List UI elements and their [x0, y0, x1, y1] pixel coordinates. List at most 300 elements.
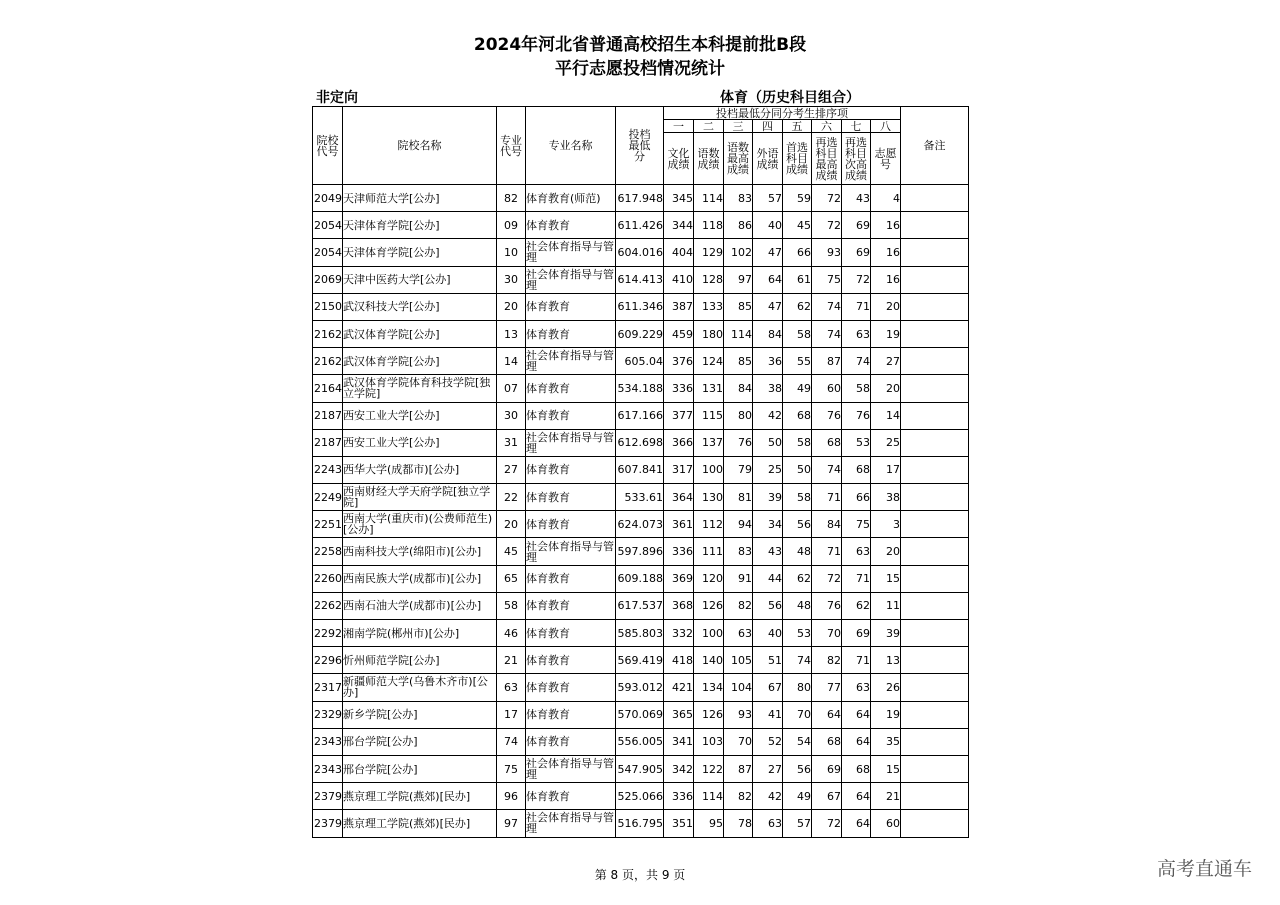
school-name-cell: 西安工业大学[公办] — [343, 429, 497, 456]
second-subject-next-cell: 68 — [842, 755, 871, 782]
table-row — [313, 511, 969, 538]
chinese-math-score-cell: 103 — [694, 728, 724, 755]
school-code-cell: 2054 — [313, 212, 343, 239]
min-score-cell: 612.698 — [616, 429, 664, 456]
remark-cell — [901, 783, 969, 810]
school-code-cell: 2343 — [313, 728, 343, 755]
second-subject-next-cell: 64 — [842, 783, 871, 810]
culture-score-cell: 336 — [664, 538, 694, 565]
major-name-cell: 社会体育指导与管理 — [526, 539, 614, 564]
major-name-cell: 体育教育 — [526, 375, 616, 402]
major-code-cell: 45 — [497, 538, 526, 565]
header-school-code: 院校 代号 — [313, 107, 343, 185]
chinese-math-max-cell: 83 — [724, 538, 753, 565]
min-score-cell: 617.537 — [616, 592, 664, 619]
min-score-cell: 533.61 — [616, 484, 664, 511]
chinese-math-score-cell: 122 — [694, 755, 724, 782]
school-code-cell: 2292 — [313, 620, 343, 647]
culture-score-cell: 345 — [664, 185, 694, 212]
table-row — [313, 429, 969, 456]
major-name-cell: 体育教育 — [526, 320, 616, 347]
remark-cell — [901, 212, 969, 239]
chinese-math-max-cell: 81 — [724, 484, 753, 511]
header-rank-item-4: 外语 成绩 — [753, 133, 783, 185]
second-subject-next-cell: 74 — [842, 348, 871, 375]
header-rank-item-1: 文化 成绩 — [664, 133, 694, 185]
major-name-cell: 体育教育 — [526, 783, 616, 810]
culture-score-cell: 421 — [664, 674, 694, 701]
header-rank-item-7: 再选 科目 次高 成绩 — [842, 133, 871, 185]
chinese-math-score-cell: 180 — [694, 320, 724, 347]
first-subject-cell: 58 — [783, 320, 812, 347]
second-subject-next-cell: 64 — [842, 810, 871, 837]
major-name-cell: 社会体育指导与管理 — [526, 267, 614, 292]
table-row — [313, 647, 969, 674]
second-subject-max-cell: 82 — [812, 647, 842, 674]
min-score-cell: 624.073 — [616, 511, 664, 538]
table-row — [313, 755, 969, 782]
second-subject-next-cell: 71 — [842, 647, 871, 674]
min-score-cell: 569.419 — [616, 647, 664, 674]
major-code-cell: 10 — [497, 239, 526, 266]
min-score-cell: 525.066 — [616, 783, 664, 810]
major-code-cell: 63 — [497, 674, 526, 701]
remark-cell — [901, 185, 969, 212]
culture-score-cell: 459 — [664, 320, 694, 347]
second-subject-max-cell: 74 — [812, 456, 842, 483]
foreign-language-cell: 27 — [753, 755, 783, 782]
major-name-cell: 社会体育指导与管理 — [526, 240, 614, 265]
header-remark: 备注 — [901, 107, 969, 185]
culture-score-cell: 344 — [664, 212, 694, 239]
first-subject-cell: 58 — [783, 484, 812, 511]
min-score-cell: 547.905 — [616, 755, 664, 782]
school-name-cell: 西南大学(重庆市)(公费师范生)[公办] — [343, 511, 497, 538]
first-subject-cell: 59 — [783, 185, 812, 212]
culture-score-cell: 332 — [664, 620, 694, 647]
header-rank-5: 五 — [783, 120, 812, 133]
major-name-cell: 体育教育 — [526, 674, 616, 701]
table-row — [313, 375, 969, 402]
chinese-math-max-cell: 94 — [724, 511, 753, 538]
foreign-language-cell: 38 — [753, 375, 783, 402]
chinese-math-score-cell: 134 — [694, 674, 724, 701]
table-row — [313, 620, 969, 647]
subject-group-label: 体育（历史科目组合） — [720, 90, 860, 106]
min-score-cell: 605.04 — [616, 348, 664, 375]
document-subtitle: 平行志愿投档情况统计 — [555, 59, 725, 79]
culture-score-cell: 341 — [664, 728, 694, 755]
second-subject-max-cell: 74 — [812, 293, 842, 320]
school-name-cell: 湘南学院(郴州市)[公办] — [343, 620, 497, 647]
table-row — [313, 783, 969, 810]
header-rank-item-2: 语数 成绩 — [694, 133, 724, 185]
second-subject-next-cell: 58 — [842, 375, 871, 402]
header-rank-item-8: 志愿 号 — [871, 133, 901, 185]
foreign-language-cell: 51 — [753, 647, 783, 674]
wish-number-cell: 20 — [871, 538, 901, 565]
major-code-cell: 20 — [497, 511, 526, 538]
remark-cell — [901, 375, 969, 402]
wish-number-cell: 16 — [871, 266, 901, 293]
table-row — [313, 484, 969, 511]
chinese-math-score-cell: 131 — [694, 375, 724, 402]
foreign-language-cell: 63 — [753, 810, 783, 837]
school-name-cell: 西南民族大学(成都市)[公办] — [343, 565, 497, 592]
culture-score-cell: 351 — [664, 810, 694, 837]
wish-number-cell: 13 — [871, 647, 901, 674]
foreign-language-cell: 40 — [753, 212, 783, 239]
second-subject-max-cell: 93 — [812, 239, 842, 266]
wish-number-cell: 17 — [871, 456, 901, 483]
foreign-language-cell: 39 — [753, 484, 783, 511]
min-score-cell: 570.069 — [616, 701, 664, 728]
first-subject-cell: 56 — [783, 511, 812, 538]
school-name-cell: 天津中医药大学[公办] — [343, 266, 497, 293]
major-name-cell: 社会体育指导与管理 — [526, 349, 614, 374]
first-subject-cell: 48 — [783, 592, 812, 619]
school-name-cell: 新疆师范大学(乌鲁木齐市)[公办] — [343, 674, 497, 701]
header-rank-3: 三 — [724, 120, 753, 133]
table-row — [313, 810, 969, 837]
min-score-cell: 585.803 — [616, 620, 664, 647]
min-score-cell: 604.016 — [616, 239, 664, 266]
second-subject-next-cell: 71 — [842, 293, 871, 320]
major-name-cell: 体育教育 — [526, 402, 616, 429]
remark-cell — [901, 592, 969, 619]
chinese-math-max-cell: 80 — [724, 402, 753, 429]
major-code-cell: 21 — [497, 647, 526, 674]
page-footer: 第 8 页，共 9 页 — [594, 868, 686, 882]
culture-score-cell: 342 — [664, 755, 694, 782]
second-subject-next-cell: 69 — [842, 239, 871, 266]
second-subject-next-cell: 69 — [842, 620, 871, 647]
school-code-cell: 2249 — [313, 484, 343, 511]
major-code-cell: 14 — [497, 348, 526, 375]
second-subject-max-cell: 64 — [812, 701, 842, 728]
header-rank-4: 四 — [753, 120, 783, 133]
foreign-language-cell: 36 — [753, 348, 783, 375]
chinese-math-max-cell: 105 — [724, 647, 753, 674]
major-name-cell: 社会体育指导与管理 — [526, 811, 614, 836]
chinese-math-score-cell: 114 — [694, 185, 724, 212]
major-code-cell: 27 — [497, 456, 526, 483]
school-code-cell: 2379 — [313, 783, 343, 810]
major-name-cell: 体育教育 — [526, 212, 616, 239]
school-name-cell: 天津体育学院[公办] — [343, 239, 497, 266]
table-row — [313, 565, 969, 592]
table-row — [313, 402, 969, 429]
wish-number-cell: 27 — [871, 348, 901, 375]
major-name-cell: 体育教育 — [526, 484, 616, 511]
second-subject-next-cell: 64 — [842, 728, 871, 755]
second-subject-next-cell: 71 — [842, 565, 871, 592]
chinese-math-score-cell: 129 — [694, 239, 724, 266]
chinese-math-score-cell: 115 — [694, 402, 724, 429]
remark-cell — [901, 538, 969, 565]
chinese-math-max-cell: 91 — [724, 565, 753, 592]
second-subject-next-cell: 53 — [842, 429, 871, 456]
second-subject-next-cell: 72 — [842, 266, 871, 293]
second-subject-max-cell: 72 — [812, 810, 842, 837]
min-score-cell: 614.413 — [616, 266, 664, 293]
min-score-cell: 593.012 — [616, 674, 664, 701]
major-name-cell: 社会体育指导与管理 — [526, 757, 614, 782]
foreign-language-cell: 40 — [753, 620, 783, 647]
header-major-name: 专业名称 — [526, 107, 616, 185]
min-score-cell: 609.188 — [616, 565, 664, 592]
major-name-cell: 体育教育 — [526, 728, 616, 755]
major-code-cell: 58 — [497, 592, 526, 619]
school-name-cell: 西安工业大学[公办] — [343, 402, 497, 429]
major-name-cell: 体育教育 — [526, 565, 616, 592]
wish-number-cell: 16 — [871, 212, 901, 239]
first-subject-cell: 55 — [783, 348, 812, 375]
chinese-math-score-cell: 128 — [694, 266, 724, 293]
chinese-math-score-cell: 118 — [694, 212, 724, 239]
culture-score-cell: 364 — [664, 484, 694, 511]
school-name-cell: 邢台学院[公办] — [343, 755, 497, 782]
first-subject-cell: 49 — [783, 783, 812, 810]
chinese-math-score-cell: 124 — [694, 348, 724, 375]
foreign-language-cell: 25 — [753, 456, 783, 483]
second-subject-max-cell: 68 — [812, 728, 842, 755]
wish-number-cell: 19 — [871, 701, 901, 728]
table-row — [313, 728, 969, 755]
chinese-math-max-cell: 76 — [724, 429, 753, 456]
table-row — [313, 212, 969, 239]
remark-cell — [901, 728, 969, 755]
first-subject-cell: 57 — [783, 810, 812, 837]
major-code-cell: 75 — [497, 755, 526, 782]
school-name-cell: 西南石油大学(成都市)[公办] — [343, 592, 497, 619]
min-score-cell: 516.795 — [616, 810, 664, 837]
header-rank-item-6: 再选 科目 最高 成绩 — [812, 133, 842, 185]
school-name-cell: 武汉体育学院体育科技学院[独立学院] — [343, 375, 497, 402]
second-subject-max-cell: 77 — [812, 674, 842, 701]
first-subject-cell: 48 — [783, 538, 812, 565]
chinese-math-score-cell: 137 — [694, 429, 724, 456]
first-subject-cell: 66 — [783, 239, 812, 266]
wish-number-cell: 15 — [871, 565, 901, 592]
remark-cell — [901, 511, 969, 538]
table-row — [313, 239, 969, 266]
major-code-cell: 31 — [497, 429, 526, 456]
wish-number-cell: 38 — [871, 484, 901, 511]
school-name-cell: 忻州师范学院[公办] — [343, 647, 497, 674]
school-code-cell: 2187 — [313, 429, 343, 456]
wish-number-cell: 25 — [871, 429, 901, 456]
wish-number-cell: 14 — [871, 402, 901, 429]
remark-cell — [901, 320, 969, 347]
second-subject-max-cell: 68 — [812, 429, 842, 456]
major-code-cell: 17 — [497, 701, 526, 728]
school-code-cell: 2329 — [313, 701, 343, 728]
major-name-cell: 体育教育 — [526, 456, 616, 483]
header-rank-7: 七 — [842, 120, 871, 133]
chinese-math-score-cell: 126 — [694, 592, 724, 619]
second-subject-max-cell: 74 — [812, 320, 842, 347]
wish-number-cell: 16 — [871, 239, 901, 266]
second-subject-next-cell: 76 — [842, 402, 871, 429]
header-rank-6: 六 — [812, 120, 842, 133]
remark-cell — [901, 701, 969, 728]
school-code-cell: 2162 — [313, 348, 343, 375]
chinese-math-max-cell: 82 — [724, 592, 753, 619]
wish-number-cell: 11 — [871, 592, 901, 619]
school-name-cell: 西华大学(成都市)[公办] — [343, 456, 497, 483]
school-name-cell: 武汉体育学院[公办] — [343, 320, 497, 347]
major-name-cell: 体育教育 — [526, 701, 616, 728]
school-code-cell: 2343 — [313, 755, 343, 782]
second-subject-max-cell: 70 — [812, 620, 842, 647]
foreign-language-cell: 67 — [753, 674, 783, 701]
chinese-math-max-cell: 102 — [724, 239, 753, 266]
school-code-cell: 2379 — [313, 810, 343, 837]
header-school-name: 院校名称 — [343, 107, 497, 185]
min-score-cell: 607.841 — [616, 456, 664, 483]
header-rank-item-5: 首选 科目 成绩 — [783, 133, 812, 185]
major-name-cell: 体育教育 — [526, 620, 616, 647]
remark-cell — [901, 348, 969, 375]
major-code-cell: 65 — [497, 565, 526, 592]
first-subject-cell: 56 — [783, 755, 812, 782]
chinese-math-max-cell: 83 — [724, 185, 753, 212]
second-subject-next-cell: 62 — [842, 592, 871, 619]
school-name-cell: 燕京理工学院(燕郊)[民办] — [343, 783, 497, 810]
major-code-cell: 96 — [497, 783, 526, 810]
culture-score-cell: 336 — [664, 783, 694, 810]
table-row — [313, 320, 969, 347]
header-rank-8: 八 — [871, 120, 901, 133]
second-subject-next-cell: 63 — [842, 320, 871, 347]
wish-number-cell: 19 — [871, 320, 901, 347]
major-code-cell: 07 — [497, 375, 526, 402]
major-name-cell: 体育教育 — [526, 511, 616, 538]
school-code-cell: 2296 — [313, 647, 343, 674]
second-subject-max-cell: 76 — [812, 402, 842, 429]
wish-number-cell: 20 — [871, 293, 901, 320]
remark-cell — [901, 402, 969, 429]
foreign-language-cell: 34 — [753, 511, 783, 538]
chinese-math-max-cell: 84 — [724, 375, 753, 402]
chinese-math-max-cell: 87 — [724, 755, 753, 782]
school-code-cell: 2260 — [313, 565, 343, 592]
school-name-cell: 西南财经大学天府学院[独立学院] — [343, 484, 497, 511]
school-code-cell: 2164 — [313, 375, 343, 402]
wish-number-cell: 35 — [871, 728, 901, 755]
culture-score-cell: 365 — [664, 701, 694, 728]
chinese-math-max-cell: 78 — [724, 810, 753, 837]
wish-number-cell: 21 — [871, 783, 901, 810]
table-row — [313, 266, 969, 293]
chinese-math-max-cell: 86 — [724, 212, 753, 239]
first-subject-cell: 80 — [783, 674, 812, 701]
major-name-cell: 体育教育 — [526, 592, 616, 619]
major-name-cell: 体育教育(师范) — [526, 185, 616, 212]
remark-cell — [901, 620, 969, 647]
foreign-language-cell: 42 — [753, 783, 783, 810]
school-code-cell: 2054 — [313, 239, 343, 266]
second-subject-max-cell: 60 — [812, 375, 842, 402]
first-subject-cell: 50 — [783, 456, 812, 483]
second-subject-max-cell: 84 — [812, 511, 842, 538]
culture-score-cell: 366 — [664, 429, 694, 456]
school-code-cell: 2262 — [313, 592, 343, 619]
first-subject-cell: 53 — [783, 620, 812, 647]
foreign-language-cell: 41 — [753, 701, 783, 728]
wish-number-cell: 20 — [871, 375, 901, 402]
school-code-cell: 2251 — [313, 511, 343, 538]
culture-score-cell: 336 — [664, 375, 694, 402]
wish-number-cell: 4 — [871, 185, 901, 212]
chinese-math-score-cell: 100 — [694, 456, 724, 483]
remark-cell — [901, 810, 969, 837]
school-code-cell: 2049 — [313, 185, 343, 212]
remark-cell — [901, 293, 969, 320]
school-name-cell: 武汉体育学院[公办] — [343, 348, 497, 375]
major-code-cell: 09 — [497, 212, 526, 239]
second-subject-max-cell: 72 — [812, 185, 842, 212]
first-subject-cell: 74 — [783, 647, 812, 674]
school-name-cell: 新乡学院[公办] — [343, 701, 497, 728]
school-name-cell: 天津师范大学[公办] — [343, 185, 497, 212]
foreign-language-cell: 84 — [753, 320, 783, 347]
header-rank-item-3: 语数 最高 成绩 — [724, 133, 753, 185]
first-subject-cell: 54 — [783, 728, 812, 755]
admission-table — [312, 106, 969, 838]
chinese-math-score-cell: 120 — [694, 565, 724, 592]
culture-score-cell: 368 — [664, 592, 694, 619]
chinese-math-score-cell: 133 — [694, 293, 724, 320]
major-name-cell: 体育教育 — [526, 293, 616, 320]
table-row — [313, 701, 969, 728]
major-code-cell: 74 — [497, 728, 526, 755]
major-code-cell: 30 — [497, 402, 526, 429]
second-subject-next-cell: 64 — [842, 701, 871, 728]
min-score-cell: 617.948 — [616, 185, 664, 212]
culture-score-cell: 376 — [664, 348, 694, 375]
major-code-cell: 22 — [497, 484, 526, 511]
min-score-cell: 597.896 — [616, 538, 664, 565]
remark-cell — [901, 674, 969, 701]
culture-score-cell: 410 — [664, 266, 694, 293]
foreign-language-cell: 42 — [753, 402, 783, 429]
second-subject-max-cell: 71 — [812, 538, 842, 565]
wish-number-cell: 60 — [871, 810, 901, 837]
foreign-language-cell: 56 — [753, 592, 783, 619]
first-subject-cell: 62 — [783, 565, 812, 592]
culture-score-cell: 369 — [664, 565, 694, 592]
foreign-language-cell: 64 — [753, 266, 783, 293]
second-subject-max-cell: 76 — [812, 592, 842, 619]
table-row — [313, 185, 969, 212]
culture-score-cell: 418 — [664, 647, 694, 674]
second-subject-max-cell: 72 — [812, 212, 842, 239]
foreign-language-cell: 57 — [753, 185, 783, 212]
wish-number-cell: 39 — [871, 620, 901, 647]
category-label: 非定向 — [316, 90, 358, 106]
foreign-language-cell: 47 — [753, 293, 783, 320]
chinese-math-score-cell: 126 — [694, 701, 724, 728]
foreign-language-cell: 50 — [753, 429, 783, 456]
chinese-math-max-cell: 104 — [724, 674, 753, 701]
culture-score-cell: 377 — [664, 402, 694, 429]
chinese-math-max-cell: 114 — [724, 320, 753, 347]
chinese-math-max-cell: 63 — [724, 620, 753, 647]
major-code-cell: 46 — [497, 620, 526, 647]
header-tie-group: 投档最低分同分考生排序项 — [664, 107, 901, 120]
